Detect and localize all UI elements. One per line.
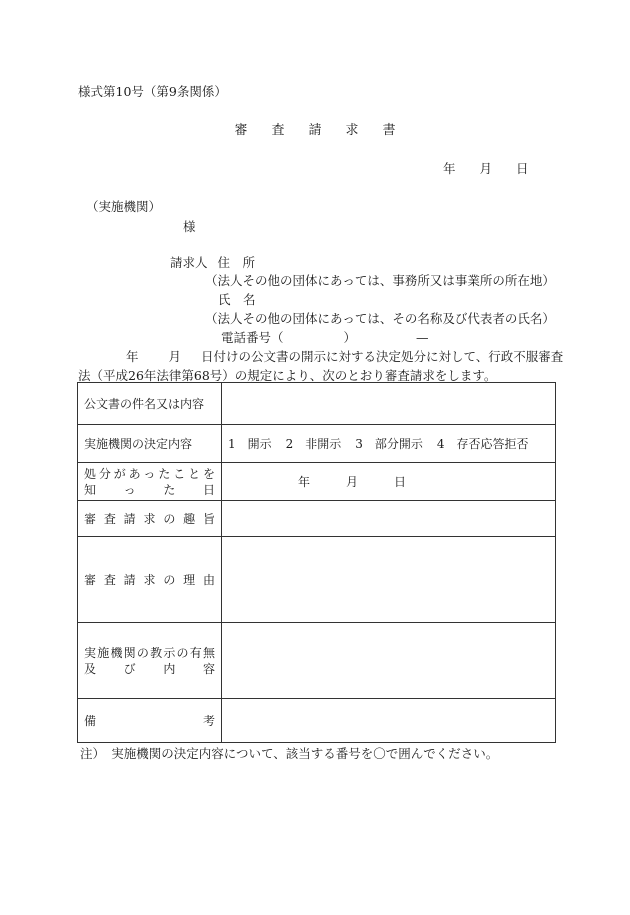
label-char: 請 (123, 511, 136, 526)
table-row (78, 537, 556, 623)
label-text: 公文書の件名又は内容 (84, 396, 205, 411)
label-char: 日 (202, 482, 215, 497)
option-refuse-confirm[interactable]: 4 存否応答拒否 (436, 437, 529, 451)
footnote: 注） 実施機関の決定内容について、該当する番号を〇で囲んでください。 (80, 746, 499, 761)
label-char: 趣 (183, 511, 196, 526)
label-line-1: 処分があったことを (84, 466, 215, 481)
field-request-purpose[interactable] (222, 501, 556, 537)
body-line-2: 法（平成26年法律第68号）の規定により、次のとおり審査請求をします。 (78, 368, 497, 383)
label-char: の (163, 572, 176, 587)
label-char: び (123, 661, 136, 676)
table-row (78, 463, 556, 501)
document-title: 審査請求書 (234, 123, 420, 138)
label-char: 及 (84, 661, 97, 676)
date-month: 月 (346, 475, 359, 489)
label-line-1: 実施機関の教示の有無 (84, 645, 215, 660)
label-date-known (78, 463, 222, 501)
date-day: 日 (516, 161, 529, 176)
field-remarks[interactable] (222, 699, 556, 743)
label-line-2 (84, 661, 215, 677)
label-char: 審 (84, 572, 97, 587)
label-document-subject (78, 383, 222, 425)
label-char: 備 (84, 713, 97, 728)
body-month: 月 (168, 349, 182, 364)
field-request-reason[interactable] (222, 537, 556, 623)
phone-close: ） (343, 330, 357, 345)
label-instruction (78, 623, 222, 699)
option-partial-disclose[interactable]: 3 部分開示 (355, 437, 423, 451)
label-char: 求 (143, 572, 156, 587)
date-day: 日 (394, 475, 407, 489)
label-char: 由 (202, 572, 215, 587)
label-char: 審 (84, 511, 97, 526)
body-year: 年 (126, 349, 139, 364)
request-form-table (77, 382, 556, 743)
label-char: 査 (103, 572, 116, 587)
option-non-disclose[interactable]: 2 非開示 (285, 437, 342, 451)
label-char: 旨 (202, 511, 215, 526)
agency-label: （実施機関） (86, 199, 162, 214)
label-line-2 (84, 482, 215, 498)
date-year: 年 (298, 475, 311, 489)
label-remarks (78, 699, 222, 743)
label-char: っ (123, 482, 136, 497)
form-number: 様式第10号（第9条関係） (78, 84, 227, 99)
label-char: 理 (183, 572, 196, 587)
address-label: 住 所 (217, 255, 256, 270)
date-year: 年 (443, 161, 456, 176)
label-char: 査 (103, 511, 116, 526)
label-decision (78, 425, 222, 463)
field-instruction[interactable] (222, 623, 556, 699)
label-char: 考 (202, 713, 215, 728)
label-char: た (163, 482, 176, 497)
request-date (443, 163, 529, 176)
table-row (78, 383, 556, 425)
label-request-reason (78, 537, 222, 623)
name-label: 氏 名 (218, 292, 256, 307)
label-spread (84, 713, 215, 729)
requester-label: 請求人 (170, 255, 208, 270)
name-note: （法人その他の団体にあっては、その名称及び代表者の氏名） (205, 311, 555, 326)
field-date-known[interactable] (222, 463, 556, 501)
address-note: （法人その他の団体にあっては、事務所又は事業所の所在地） (205, 273, 555, 288)
label-spread (84, 511, 215, 527)
body-line-1 (78, 351, 563, 364)
label-char: の (163, 511, 176, 526)
label-char: 内 (163, 661, 176, 676)
label-char: 請 (123, 572, 136, 587)
date-month: 月 (479, 161, 493, 176)
field-decision-options (222, 425, 556, 463)
option-disclose[interactable]: 1 開示 (228, 437, 272, 451)
label-char: 求 (143, 511, 156, 526)
field-document-subject[interactable] (222, 383, 556, 425)
label-text: 実施機関の決定内容 (84, 436, 193, 451)
phone-row (221, 332, 429, 345)
label-spread (84, 572, 215, 588)
label-char: 知 (84, 482, 97, 497)
requester-address-row (170, 257, 255, 270)
label-request-purpose (78, 501, 222, 537)
table-row (78, 425, 556, 463)
table-row (78, 623, 556, 699)
label-char: 容 (202, 661, 215, 676)
phone-dash: — (416, 330, 429, 345)
phone-label: 電話番号（ (221, 330, 284, 345)
table-row (78, 699, 556, 743)
addressee-honorific: 様 (183, 219, 196, 234)
table-row (78, 501, 556, 537)
body-text-1: 日付けの公文書の開示に対する決定処分に対して、行政不服審査 (201, 349, 564, 364)
